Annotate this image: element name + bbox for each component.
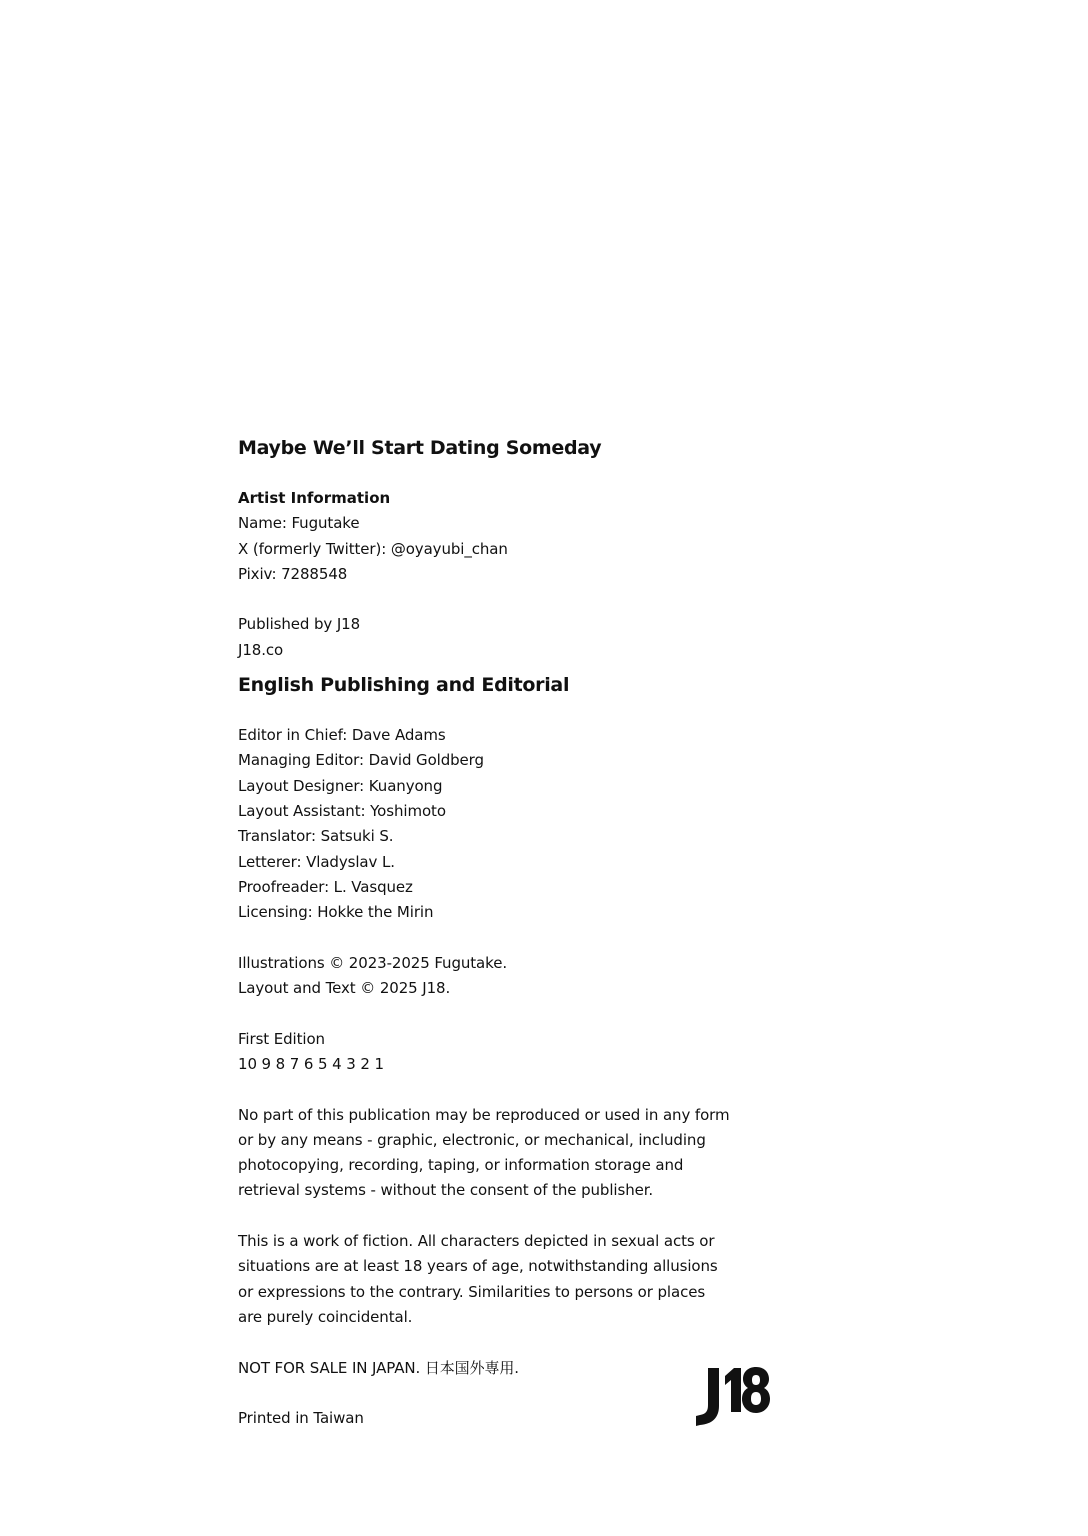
- layout-text-copyright: Layout and Text © 2025 J18.: [238, 979, 451, 998]
- spacer: [238, 925, 798, 950]
- spacer: [238, 699, 798, 723]
- copyright-page: [238, 434, 798, 1431]
- fiction-notice-line: situations are at least 18 years of age, notwithstanding allusions: [238, 1257, 718, 1276]
- spacer: [238, 1330, 798, 1355]
- spacer: [238, 1204, 798, 1229]
- credit-line: Layout Designer: Kuanyong: [238, 776, 443, 795]
- publisher-website: J18.co: [238, 640, 284, 659]
- editorial-heading: English Publishing and Editorial: [238, 674, 570, 697]
- spacer: [238, 1001, 798, 1026]
- credit-line: Managing Editor: David Goldberg: [238, 751, 484, 770]
- fiction-notice-line: are purely coincidental.: [238, 1307, 413, 1326]
- edition-label: First Edition: [238, 1029, 325, 1048]
- spacer: [238, 462, 798, 486]
- published-by: Published by J18: [238, 615, 361, 634]
- credit-line: Layout Assistant: Yoshimoto: [238, 801, 446, 820]
- artist-name: Name: Fugutake: [238, 514, 360, 533]
- credit-line: Licensing: Hokke the Mirin: [238, 903, 434, 922]
- not-for-sale-notice: NOT FOR SALE IN JAPAN. 日本国外専用.: [238, 1358, 519, 1377]
- credit-line: Letterer: Vladyslav L.: [238, 852, 395, 871]
- reproduction-notice-line: or by any means - graphic, electronic, or mechanical, including: [238, 1130, 706, 1149]
- j18-logo-icon: [692, 1362, 772, 1428]
- illustrations-copyright: Illustrations © 2023-2025 Fugutake.: [238, 953, 507, 972]
- artist-info-heading: Artist Information: [238, 489, 391, 507]
- spacer: [238, 587, 798, 612]
- credit-line: Editor in Chief: Dave Adams: [238, 726, 446, 745]
- print-line: 10 9 8 7 6 5 4 3 2 1: [238, 1054, 384, 1073]
- printed-in: Printed in Taiwan: [238, 1409, 364, 1428]
- reproduction-notice-line: photocopying, recording, taping, or information storage and: [238, 1156, 684, 1175]
- artist-pixiv: Pixiv: 7288548: [238, 564, 348, 583]
- fiction-notice-line: or expressions to the contrary. Similarities to persons or places: [238, 1282, 706, 1301]
- credit-line: Proofreader: L. Vasquez: [238, 877, 413, 896]
- fiction-notice-line: This is a work of fiction. All characters depicted in sexual acts or: [238, 1232, 715, 1251]
- reproduction-notice-line: retrieval systems - without the consent of the publisher.: [238, 1181, 654, 1200]
- spacer: [238, 1077, 798, 1102]
- artist-x-handle: X (formerly Twitter): @oyayubi_chan: [238, 539, 508, 558]
- book-title: Maybe We’ll Start Dating Someday: [238, 437, 602, 459]
- credit-line: Translator: Satsuki S.: [238, 827, 394, 846]
- reproduction-notice-line: No part of this publication may be reproduced or used in any form: [238, 1105, 730, 1124]
- j18-logo-svg: [692, 1362, 772, 1428]
